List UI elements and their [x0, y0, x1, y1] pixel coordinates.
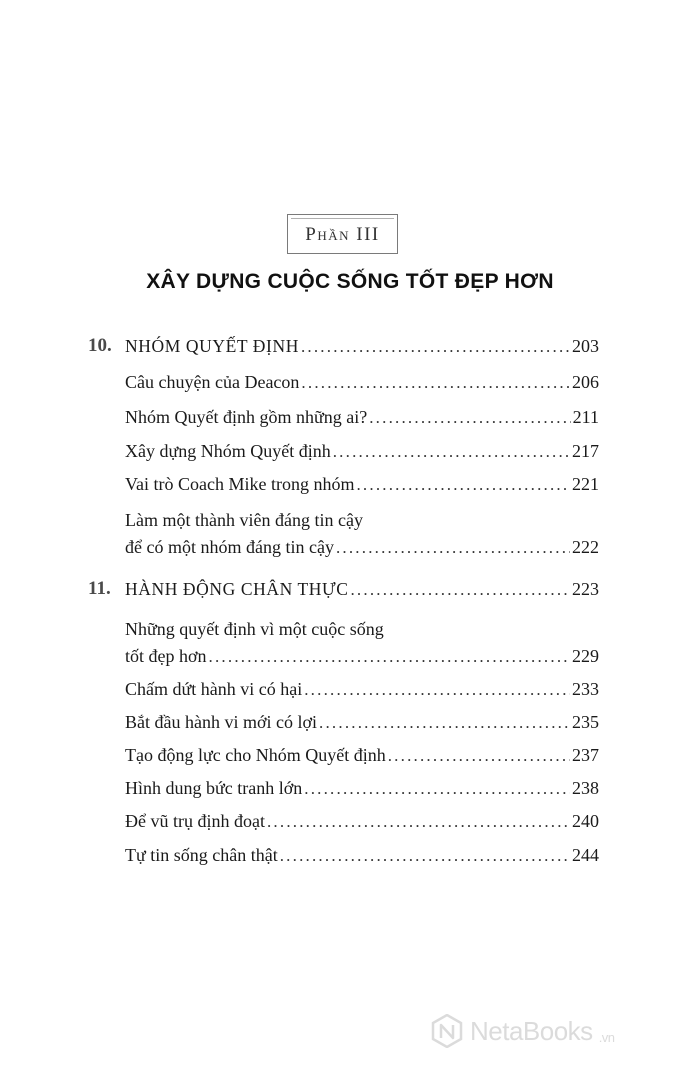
- page-number: 221: [572, 474, 599, 494]
- chapter-entry[interactable]: [125, 334, 599, 359]
- dot-leader: [304, 678, 570, 702]
- page-number: 240: [572, 811, 599, 831]
- toc-entry[interactable]: [125, 644, 599, 669]
- page-number: 229: [572, 646, 599, 666]
- entry-title: Nhóm Quyết định gồm những ai?: [125, 407, 368, 427]
- page-number: 235: [572, 712, 599, 732]
- dot-leader: [333, 440, 570, 464]
- toc-entry[interactable]: [125, 743, 599, 768]
- part-title: XÂY DỰNG CUỘC SỐNG TỐT ĐẸP HƠN: [146, 270, 554, 293]
- chapter-title: NHÓM QUYẾT ĐỊNH: [125, 336, 299, 356]
- dot-leader: [319, 711, 570, 735]
- entry-title: Hình dung bức tranh lớn: [125, 778, 303, 798]
- page-number: 211: [572, 407, 599, 427]
- toc-entry[interactable]: [125, 535, 599, 560]
- dot-leader: [356, 473, 570, 497]
- entry-title: Để vũ trụ định đoạt: [125, 811, 265, 831]
- entry-title: Chấm dứt hành vi có hại: [125, 679, 303, 699]
- entry-title: Tạo động lực cho Nhóm Quyết định: [125, 745, 386, 765]
- page-number: 203: [572, 336, 599, 356]
- entry-title: Vai trò Coach Mike trong nhóm: [125, 474, 355, 494]
- entry-title-line1[interactable]: Những quyết định vì một cuộc sống: [125, 619, 384, 639]
- netabooks-logo-icon: [430, 1014, 464, 1048]
- dot-leader: [209, 645, 570, 669]
- entry-title: Xây dựng Nhóm Quyết định: [125, 441, 331, 461]
- watermark-suffix: .vn: [598, 1029, 615, 1045]
- page-number: 223: [572, 579, 599, 599]
- part-label: Phần III: [305, 224, 380, 245]
- watermark: [430, 1016, 615, 1046]
- dot-leader: [280, 844, 570, 868]
- toc-entry[interactable]: [125, 677, 599, 702]
- dot-leader: [301, 335, 570, 359]
- dot-leader: [304, 777, 570, 801]
- chapter-number: 11.: [88, 578, 111, 599]
- dot-leader: [350, 578, 570, 602]
- page-number: 233: [572, 679, 599, 699]
- page-number: 222: [572, 537, 599, 557]
- page-number: 237: [572, 745, 599, 765]
- toc-entry[interactable]: [125, 405, 599, 430]
- toc-entry[interactable]: [125, 843, 599, 868]
- toc-entry[interactable]: [125, 472, 599, 497]
- chapter-entry[interactable]: [125, 577, 599, 602]
- entry-title: Tự tin sống chân thật: [125, 845, 278, 865]
- entry-title: Câu chuyện của Deacon: [125, 372, 300, 392]
- chapter-number: 10.: [88, 335, 112, 356]
- entry-title-line1[interactable]: Làm một thành viên đáng tin cậy: [125, 510, 363, 530]
- toc-entry[interactable]: [125, 809, 599, 834]
- page-number: 217: [572, 441, 599, 461]
- page-number: 238: [572, 778, 599, 798]
- dot-leader: [388, 744, 570, 768]
- chapter-title: HÀNH ĐỘNG CHÂN THỰC: [125, 579, 349, 599]
- dot-leader: [369, 406, 570, 430]
- toc-entry[interactable]: [125, 370, 599, 395]
- entry-title: tốt đẹp hơn: [125, 646, 207, 666]
- entry-title: Bắt đầu hành vi mới có lợi: [125, 712, 318, 732]
- dot-leader: [301, 371, 570, 395]
- toc-entry[interactable]: [125, 776, 599, 801]
- entry-title: để có một nhóm đáng tin cậy: [125, 537, 334, 557]
- toc-entry[interactable]: [125, 710, 599, 735]
- page-number: 206: [572, 372, 599, 392]
- dot-leader: [336, 536, 570, 560]
- page-number: 244: [572, 845, 599, 865]
- dot-leader: [267, 810, 570, 834]
- watermark-brand: NetaBooks: [470, 1015, 593, 1046]
- toc-entry[interactable]: [125, 439, 599, 464]
